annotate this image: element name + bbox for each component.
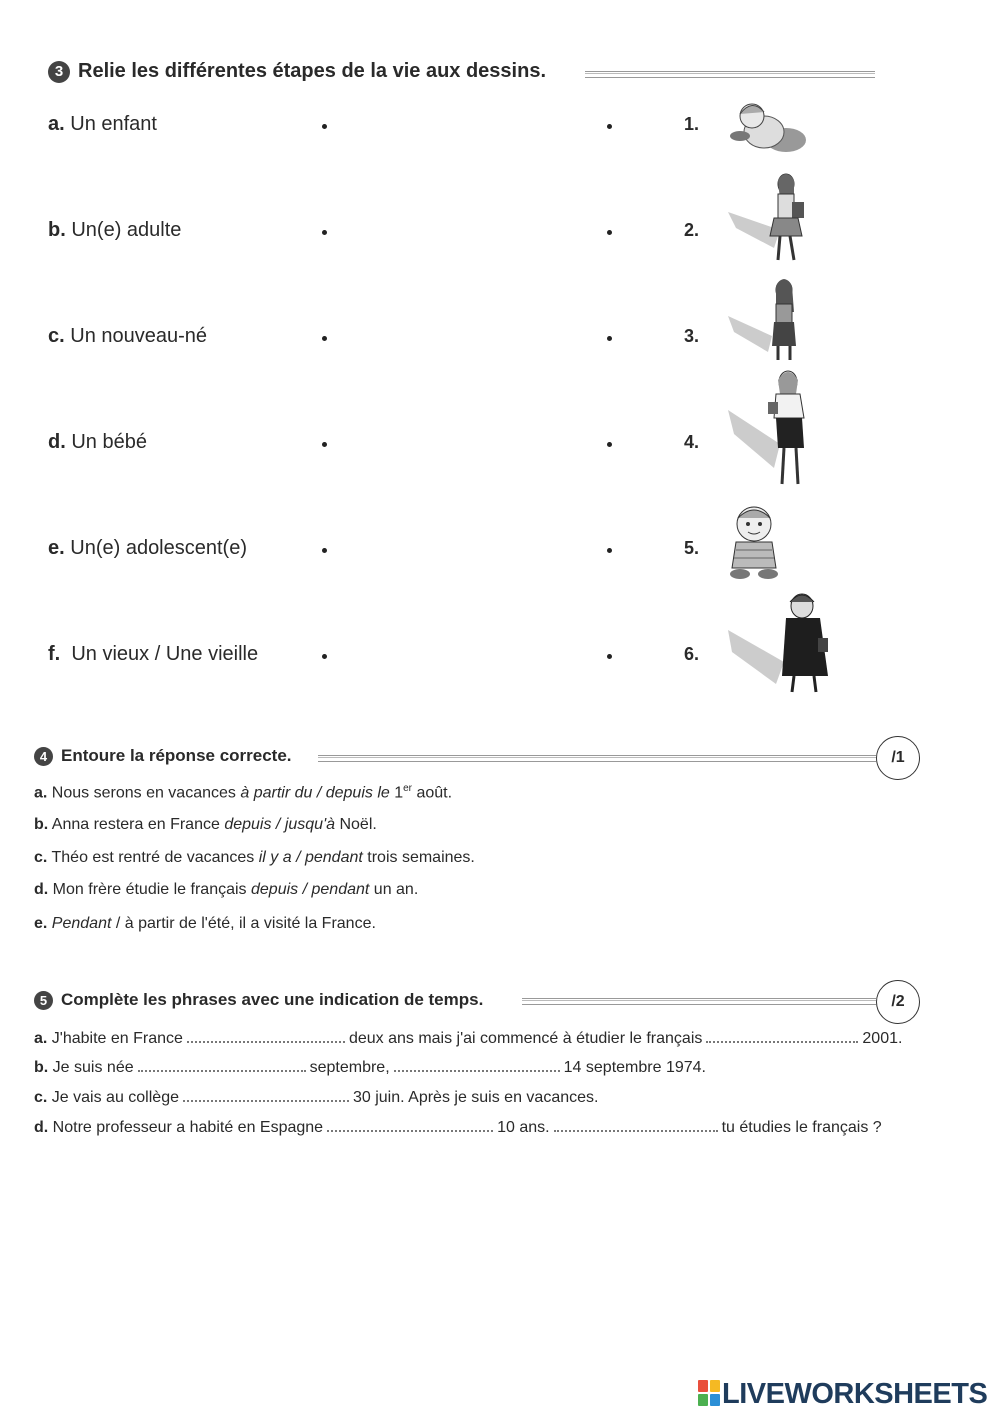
sentence-b — [34, 816, 377, 834]
sentence-text: Noël. — [335, 816, 377, 833]
sentence-e — [34, 915, 376, 933]
exercise-3-number: 3 — [48, 61, 70, 83]
sentence-d — [34, 881, 418, 899]
blank-input[interactable] — [138, 1058, 306, 1072]
item-letter: a. — [48, 113, 65, 135]
child-illustration — [724, 170, 814, 266]
sentence-text: 30 juin. Après je suis en vacances. — [352, 1089, 599, 1106]
option-2[interactable]: pendant — [311, 881, 370, 898]
item-text: Un nouveau-né — [70, 325, 208, 347]
right-match-dot[interactable] — [607, 654, 612, 659]
sentence-letter: b. — [34, 816, 49, 833]
sentence-text: Je vais au collège — [51, 1089, 179, 1106]
newborn-illustration — [722, 96, 812, 158]
exercise-3-instruction: Relie les différentes étapes de la vie aux dessins. — [78, 60, 546, 82]
title-rule — [318, 755, 876, 762]
sentence-text: septembre, — [309, 1059, 390, 1076]
sentence-text: Théo est rentré de vacances — [51, 849, 259, 866]
option-2[interactable]: jusqu'à — [284, 816, 336, 833]
sentence-text: deux ans mais j'ai commencé à étudier le français — [348, 1030, 703, 1047]
sentence-text: l'été, il a visité la France. — [196, 915, 376, 932]
left-match-dot[interactable] — [322, 230, 327, 235]
right-match-dot[interactable] — [607, 548, 612, 553]
match-item-a — [48, 113, 157, 136]
exercise-5-number: 5 — [34, 991, 53, 1010]
fill-sentence-b — [34, 1058, 706, 1077]
exercise-4-instruction: Entoure la réponse correcte. — [61, 746, 292, 765]
match-item-c — [48, 325, 207, 348]
baby-illustration — [722, 502, 792, 582]
left-match-dot[interactable] — [322, 548, 327, 553]
option-2[interactable]: à partir de — [124, 915, 197, 932]
match-item-f — [48, 643, 258, 666]
option-separator: / — [298, 881, 312, 898]
ordinal-suffix: er — [403, 783, 413, 794]
option-1[interactable]: depuis — [224, 816, 272, 833]
sentence-letter: e. — [34, 915, 48, 932]
picture-number: 6. — [684, 644, 700, 664]
option-1[interactable]: il y a — [258, 849, 292, 866]
option-2[interactable]: pendant — [304, 849, 363, 866]
exercise-3-title — [48, 60, 546, 83]
item-text: Un(e) adolescent(e) — [70, 537, 247, 559]
sentence-letter: d. — [34, 1119, 49, 1136]
logo-blocks-icon — [698, 1380, 720, 1406]
option-2[interactable]: depuis le — [325, 784, 390, 802]
fill-sentence-d — [34, 1118, 882, 1137]
sentence-letter: b. — [34, 1059, 49, 1076]
left-match-dot[interactable] — [322, 336, 327, 341]
picture-number: 4. — [684, 432, 700, 452]
sentence-letter: a. — [34, 784, 48, 802]
match-item-e — [48, 537, 247, 560]
option-separator: / — [291, 849, 305, 866]
blank-input[interactable] — [187, 1029, 345, 1043]
option-1[interactable]: à partir du — [240, 784, 313, 802]
item-text: Un enfant — [70, 113, 157, 135]
sentence-text: Je suis née — [52, 1059, 134, 1076]
blank-input[interactable] — [554, 1118, 718, 1132]
sentence-text: un an. — [369, 881, 419, 898]
blank-input[interactable] — [394, 1058, 560, 1072]
match-item-d — [48, 431, 147, 454]
item-letter: e. — [48, 537, 65, 559]
option-1[interactable]: Pendant — [51, 915, 112, 932]
blank-input[interactable] — [183, 1088, 349, 1102]
item-letter: d. — [48, 431, 66, 453]
item-text: Un bébé — [71, 431, 147, 453]
sentence-letter: c. — [34, 849, 48, 866]
right-match-dot[interactable] — [607, 124, 612, 129]
picture-number: 1. — [684, 114, 700, 134]
sentence-text: tu étudies le français ? — [721, 1119, 882, 1136]
sentence-text: Nous serons en vacances — [51, 784, 241, 802]
sentence-text: Mon frère étudie le français — [52, 881, 251, 898]
right-match-dot[interactable] — [607, 336, 612, 341]
sentence-text: août. — [412, 784, 453, 802]
item-letter: c. — [48, 325, 65, 347]
item-letter: b. — [48, 219, 66, 241]
picture-number: 3. — [684, 326, 700, 346]
sentence-text: 14 septembre 1974. — [563, 1059, 706, 1076]
liveworksheets-logo[interactable] — [698, 1378, 987, 1411]
score-circle: /1 — [876, 736, 920, 780]
sentence-letter: d. — [34, 881, 49, 898]
teenager-illustration — [724, 276, 814, 364]
option-separator: / — [111, 915, 125, 932]
sentence-text: 1 — [389, 784, 404, 802]
sentence-text: Anna restera en France — [51, 816, 225, 833]
sentence-letter: a. — [34, 1030, 48, 1047]
sentence-text: 2001. — [862, 1030, 903, 1047]
sentence-text: 10 ans. — [497, 1119, 550, 1136]
sentence-text: J'habite en France — [51, 1030, 183, 1047]
picture-number: 5. — [684, 538, 700, 558]
match-item-b — [48, 219, 181, 242]
fill-sentence-a — [34, 1029, 902, 1048]
item-text: Un(e) adulte — [71, 219, 182, 241]
sentence-a — [34, 783, 452, 802]
option-separator: / — [271, 816, 285, 833]
title-rule — [522, 998, 876, 1005]
right-match-dot[interactable] — [607, 442, 612, 447]
adult-illustration — [724, 368, 814, 492]
right-match-dot[interactable] — [607, 230, 612, 235]
option-separator: / — [312, 784, 326, 802]
exercise-4-title — [34, 746, 292, 766]
left-match-dot[interactable] — [322, 654, 327, 659]
exercise-5-title — [34, 990, 483, 1010]
left-match-dot[interactable] — [322, 124, 327, 129]
blank-input[interactable] — [327, 1118, 493, 1132]
sentence-text: Notre professeur a habité en Espagne — [52, 1119, 324, 1136]
sentence-text: trois semaines. — [362, 849, 475, 866]
fill-sentence-c — [34, 1088, 598, 1107]
sentence-c — [34, 849, 475, 867]
item-letter: f. — [48, 643, 61, 665]
left-match-dot[interactable] — [322, 442, 327, 447]
picture-number: 2. — [684, 220, 700, 240]
sentence-letter: c. — [34, 1089, 48, 1106]
logo-text: LIVEWORKSHEETS — [722, 1378, 988, 1410]
title-rule — [585, 71, 875, 78]
exercise-5-instruction: Complète les phrases avec une indication de temps. — [61, 990, 484, 1009]
item-text: Un vieux / Une vieille — [71, 643, 259, 665]
score-circle: /2 — [876, 980, 920, 1024]
blank-input[interactable] — [706, 1029, 858, 1043]
option-1[interactable]: depuis — [251, 881, 299, 898]
exercise-4-number: 4 — [34, 747, 53, 766]
elderly-illustration — [724, 592, 834, 698]
